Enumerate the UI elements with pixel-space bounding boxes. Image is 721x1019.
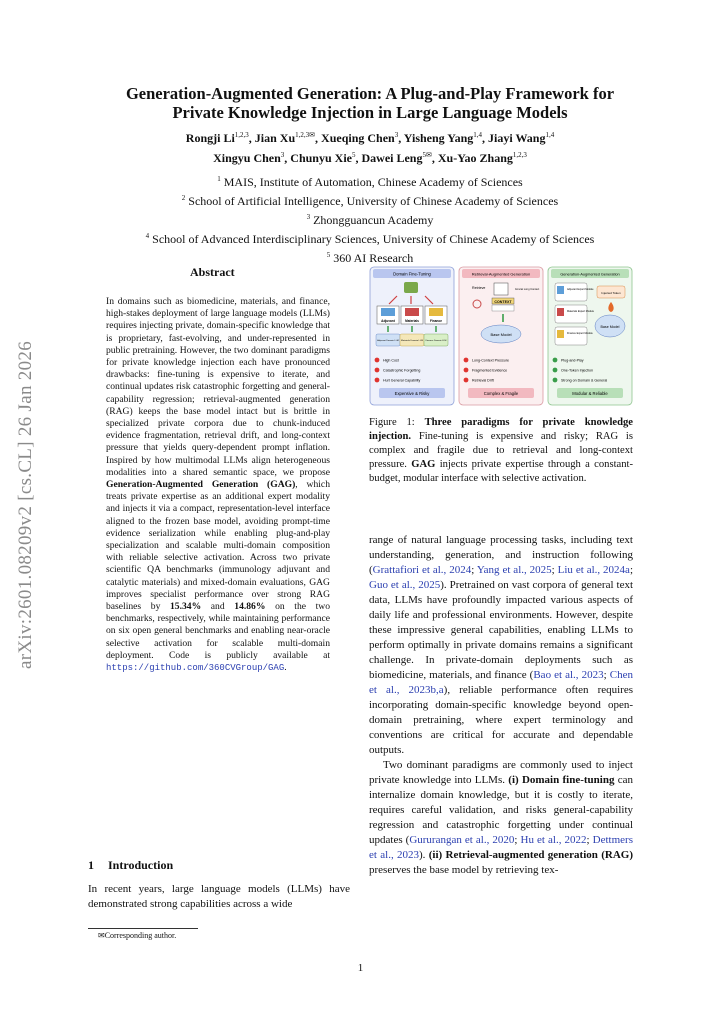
section-heading-introduction: 1 Introduction (88, 858, 174, 872)
affiliation-3: $^3$ Zhongguancun Academy (306, 213, 434, 227)
citation[interactable]: Guo et al., 2025 (369, 579, 441, 591)
svg-text:Hurt General Capability: Hurt General Capability (383, 378, 421, 383)
citation[interactable]: Liu et al., 2024a (557, 564, 630, 576)
panel2-title: Retrieval-Augmented Generation (471, 271, 531, 277)
code-link[interactable]: https://github.com/360CVGroup/GAG (106, 663, 285, 674)
figure-1 (369, 266, 633, 406)
svg-text:Expensive & Risky: Expensive & Risky (394, 391, 430, 396)
page-number: 1 (357, 962, 364, 974)
svg-text:Complex & Fragile: Complex & Fragile (483, 391, 519, 396)
svg-text:High Cost: High Cost (383, 358, 399, 363)
panel3-title: Generation-Augmented Generation (560, 272, 620, 277)
citation[interactable]: Bao et al., 2023 (533, 669, 604, 681)
intro-paragraph-1: range of natural language processing tasks, including text understanding, generation, and instruction following (Grattafiori et al., 2024; Yang et al., 2025; Liu et al., 2024a; Guo et al., 2025). Pretrained on vast corpora of general text data, LLMs have profoundly impacted various aspects of daily life and professional environments. However, despite these impressive general capabilities, enabling LLMs to perform optimally in private domains remains a significant challenge. In private-domain deployments such as biomedicine, materials, and finance (Bao et al., 2023; Chen et al., 2023b,a), reliable performance often requires incorporating domain-specific knowledge beyond open-domain pretraining, where expert terminology and conventions are critical for accurate and dependable outputs. (369, 534, 634, 756)
svg-text:Fragmented Evidence: Fragmented Evidence (472, 368, 508, 373)
svg-text:Finance Expert Module: Finance Expert Module (567, 332, 593, 335)
footnote-rule (88, 928, 198, 929)
svg-text:Catastrophic Forgetting: Catastrophic Forgetting (383, 368, 421, 373)
panel-gag (548, 267, 632, 405)
svg-text:Strong on Domain & General: Strong on Domain & General (561, 378, 608, 383)
footnote: ✉Corresponding author. (98, 931, 177, 940)
affiliation-4: $^4$ School of Advanced Interdisciplinary Sciences, University of Chinese Academy of Sciences (145, 232, 595, 246)
intro-text-left: In recent years, large language models (LLMs) have demonstrated strong capabilities across a wide (88, 883, 350, 910)
svg-text:Retrieve: Retrieve (472, 286, 486, 290)
arxiv-stamp: arXiv:2601.08209v2 [cs.CL] 26 Jan 2026 (15, 340, 36, 670)
citation[interactable]: Hu et al., 2022 (520, 834, 587, 846)
svg-text:Materials: Materials (405, 319, 419, 323)
affiliation-5: $^5$ 360 AI Research (326, 251, 414, 265)
affiliations (60, 171, 680, 266)
svg-text:Adjuvant Domain LLM: Adjuvant Domain LLM (377, 340, 399, 342)
svg-text:Modular & Reliable: Modular & Reliable (572, 391, 608, 396)
panel-rag (459, 267, 543, 405)
paper-title: Generation-Augmented Generation: A Plug-and-Play Framework for Private Knowledge Injection in Large Language Models (125, 84, 615, 122)
svg-text:Long-Context Pressure: Long-Context Pressure (472, 358, 509, 363)
svg-text:Finance: Finance (429, 319, 443, 323)
svg-text:CONTEXT: CONTEXT (494, 300, 512, 304)
svg-text:Materials Domain LLM: Materials Domain LLM (401, 340, 423, 342)
svg-text:One-Token Injection: One-Token Injection (561, 368, 593, 373)
citation[interactable]: Yang et al., 2025 (476, 564, 552, 576)
figure-1-caption: Figure 1: Three paradigms for private knowledge injection. Fine-tuning is expensive and risky; RAG is complex and fragile due to retrieval and long-context pressure. GAG injects private expertise through a constant-budget, modular interface with selective activation. (369, 417, 633, 484)
documents-icon (494, 283, 508, 295)
citation[interactable]: Chen et al., 2023b,a (369, 669, 633, 696)
svg-text:Finance Domain LLM: Finance Domain LLM (425, 340, 447, 342)
dataset-icon (404, 282, 418, 293)
panel1-title: Domain Fine-Tuning (393, 271, 431, 277)
svg-text:Materials Expert Module: Materials Expert Module (567, 310, 594, 313)
abstract-heading: Abstract (190, 265, 235, 279)
svg-text:Adjuvant: Adjuvant (381, 319, 395, 323)
svg-text:Adjuvant Expert Module: Adjuvant Expert Module (567, 288, 594, 291)
abstract-body: In domains such as biomedicine, materials, and finance, high-stakes deployment of large language models (LLMs) requires injecting private, domain-specific knowledge that is proprietary, fast-evolving, and under-represented in public pretraining. However, the two dominant paradigms for private knowledge injection each have pronounced drawbacks: fine-tuning is expensive to iterate, and continual updates risk catastrophic forgetting and general-capability regression; retrieval-augmented generation (RAG) keeps the base model intact but is brittle in specialized private corpora due to chunk-induced evidence fragmentation, retrieval drift, and long-context pressure that yields query-dependent prompt inflation. Inspired by how multimodal LLMs align heterogeneous modalities into a shared semantic space, we propose Generation-Augmented Generation (GAG), which treats private expertise as an additional expert modality and injects it via a compact, representation-level interface aligned to the frozen base model, avoiding prompt-time evidence serialization while enabling plug-and-play specialization and scalable multi-domain composition with reliable selective activation. Across two private scientific QA benchmarks (immunology adjuvant and catalytic materials) and mixed-domain evaluations, GAG improves specialist performance over strong RAG baselines by 15.34% and 14.86% on the two benchmarks, respectively, while maintaining performance on six open general benchmarks and enabling near-oracle selective activation for scalable multi-domain deployment. Code is publicly available at https://github.com/360CVGroup/GAG. (106, 296, 330, 674)
svg-text:Plug-and-Play: Plug-and-Play (561, 358, 584, 363)
svg-text:Retrieval Drift: Retrieval Drift (472, 378, 494, 383)
citation[interactable]: Dettmers et al., 2023 (369, 834, 633, 861)
svg-text:Concat Long Context: Concat Long Context (514, 288, 540, 291)
affiliation-1: $^1$ MAIS, Institute of Automation, Chinese Academy of Sciences (217, 175, 523, 189)
panel-fine-tuning (370, 267, 454, 405)
intro-paragraph-2: Two dominant paradigms are commonly used to inject private knowledge into LLMs. (i) Domain fine-tuning can internalize domain knowledge, but it is costly to iterate, requires careful validation, and risks general-capability regression and catastrophic forgetting under continual updates (Gururangan et al., 2020; Hu et al., 2022; Dettmers et al., 2023). (ii) Retrieval-augmented generation (RAG) preserves the base model by retrieving tex- (369, 759, 633, 876)
intro-text-right (369, 533, 633, 878)
affiliation-2: $^2$ School of Artificial Intelligence, University of Chinese Academy of Sciences (181, 194, 559, 208)
svg-text:Base Model: Base Model (600, 325, 620, 329)
svg-text:Injected Token: Injected Token (601, 291, 621, 295)
citation[interactable]: Grattafiori et al., 2024 (372, 564, 472, 576)
citation[interactable]: Gururangan et al., 2020 (409, 834, 515, 846)
author-list: Rongji Li$^{1,2,3}$, Jian $Xu^{1,2,3✉}$, Xueqing Chen$^3$, Yisheng Yang$^{1,4}$, Jiayi Wang$^{1,4}$ Xingyu Chen$^3$, Chunyu Xie$^5$, Dawei Leng$^{5✉}$, Xu-Yao Zhang$^{1,2,3}$ (185, 131, 555, 165)
svg-text:Base Model: Base Model (490, 332, 512, 337)
